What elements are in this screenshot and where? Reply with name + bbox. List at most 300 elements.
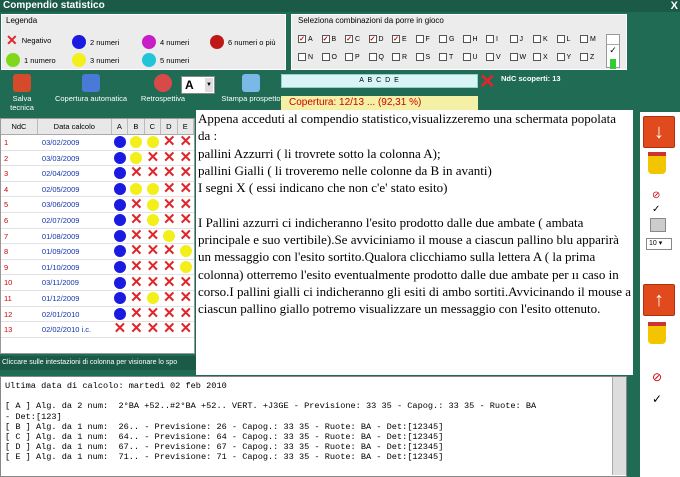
outcome-cell[interactable]: [161, 197, 177, 212]
ndc-cell: 12: [4, 309, 13, 319]
table-row[interactable]: [1, 213, 194, 229]
checkbox-label: X: [543, 53, 548, 61]
combination-checkbox-f[interactable]: [416, 35, 430, 43]
outcome-cell[interactable]: [178, 226, 194, 244]
checkbox-label: F: [425, 35, 430, 43]
combination-checkbox-z[interactable]: [580, 53, 594, 61]
checkbox-label: B: [331, 35, 337, 43]
x-icon[interactable]: ✕: [130, 242, 143, 260]
yellow-dot-icon[interactable]: [180, 261, 192, 273]
col-header-b[interactable]: B: [128, 119, 144, 134]
log-line: [ B ] Alg. da 1 num: 26.. - Previsione: 26 - Capog.: 33 35 - Ruote: BA - Det:[12345]: [5, 421, 444, 432]
x-icon[interactable]: ✕: [130, 320, 143, 338]
window-title: Compendio statistico: [0, 0, 680, 12]
tutorial-annotation: [196, 110, 633, 375]
x-icon[interactable]: ✕: [163, 164, 176, 182]
x-icon[interactable]: ✕: [163, 242, 176, 260]
x-icon[interactable]: ✕: [163, 148, 176, 166]
checkbox-label: U: [472, 53, 478, 61]
ndc-cell: 2: [4, 153, 9, 163]
outcome-cell[interactable]: [178, 260, 194, 275]
combination-checkbox-h[interactable]: [463, 35, 478, 43]
outcome-cell[interactable]: [161, 148, 177, 166]
outcome-cell[interactable]: [178, 148, 194, 166]
combination-checkbox-y[interactable]: [557, 53, 572, 61]
cyan-dot-icon: [142, 53, 156, 67]
checkbox-box[interactable]: ✓: [346, 36, 352, 43]
outcome-cell[interactable]: [112, 166, 128, 181]
outcome-cell[interactable]: [178, 213, 194, 228]
checkbox-label: Y: [566, 53, 572, 61]
outcome-cell[interactable]: [145, 275, 161, 290]
outcome-cell[interactable]: [145, 260, 161, 275]
x-icon[interactable]: ✕: [179, 226, 193, 244]
x-icon[interactable]: ✕: [146, 226, 160, 244]
note-line: I segni X ( essi indicano che non c'e' stato esito): [198, 180, 448, 196]
outcome-cell[interactable]: [161, 229, 177, 244]
cup-icon[interactable]: [648, 322, 666, 344]
outcome-cell[interactable]: [178, 322, 194, 337]
date-cell: 03/02/2009: [41, 138, 80, 147]
table-row[interactable]: [1, 260, 194, 276]
outcome-cell[interactable]: [161, 275, 177, 290]
yellow-dot-icon: [72, 53, 86, 67]
yellow-dot-icon[interactable]: [130, 183, 142, 195]
outcome-cell[interactable]: [112, 213, 128, 228]
checkbox-box[interactable]: [486, 53, 494, 61]
combination-checkbox-s[interactable]: [416, 53, 431, 61]
checkbox-box[interactable]: [369, 53, 377, 61]
results-grid: [0, 118, 195, 354]
col-header-c[interactable]: C: [145, 119, 161, 134]
outcome-cell[interactable]: [178, 291, 194, 306]
note-line: I Pallini azzurri ci indicheranno l'esito prodotto dalle due ambate ( ambata principale e suo vertibile).Se avviciniamo il mouse a ciascun pallino blu apparirà un messaggio con l'esito sortito.Qualora clicchiamo sulla lettera A ( la prima colonna) otterremo l'esito eventualmente prodotto dalle due ambate per ıı caso in corso.I pallini gialli ci indicheranno gli esiti di ambo sortiti.Avvicinando il mouse a ciascun pallino giallo potremo visualizzare un messaggio con l'esito ottenuto.: [198, 214, 632, 317]
outcome-cell[interactable]: [161, 182, 177, 197]
x-icon[interactable]: ✕: [163, 273, 176, 291]
blue-dot-icon[interactable]: [114, 199, 126, 211]
checkbox-label: W: [519, 53, 527, 61]
calculation-log: [0, 376, 627, 477]
outcome-cell[interactable]: [161, 166, 177, 181]
x-icon[interactable]: ✕: [130, 304, 143, 322]
combination-checkbox-p[interactable]: [345, 53, 360, 61]
stampa-prospetto-button[interactable]: Stampa prospetto: [218, 74, 284, 103]
note-line: pallini Azzurri ( li trovrete sotto la colonna A);: [198, 145, 441, 161]
cup-icon[interactable]: [648, 152, 666, 174]
checkbox-box[interactable]: [533, 35, 541, 43]
arrow-up-button[interactable]: ↑: [643, 284, 675, 316]
x-icon[interactable]: ✕: [179, 164, 193, 182]
yellow-dot-icon[interactable]: [147, 136, 159, 148]
x-icon[interactable]: ✕: [146, 164, 160, 182]
checkbox-label: R: [402, 53, 408, 61]
x-icon[interactable]: ✕: [163, 211, 176, 229]
x-icon[interactable]: ✕: [146, 258, 160, 276]
legend-2-numeri: 2 numeri: [72, 35, 119, 49]
outcome-cell[interactable]: [128, 135, 144, 150]
arrow-down-button[interactable]: ↓: [643, 116, 675, 148]
combination-checkbox-u[interactable]: [463, 53, 478, 61]
outcome-cell[interactable]: [112, 291, 128, 306]
checkbox-box[interactable]: ✓: [393, 36, 399, 43]
outcome-cell[interactable]: [161, 304, 177, 322]
yellow-dot-icon[interactable]: [130, 136, 142, 148]
x-icon[interactable]: ✕: [130, 289, 143, 307]
ndc-cell: 6: [4, 215, 9, 225]
outcome-cell[interactable]: [145, 197, 161, 212]
log-line: [ C ] Alg. da 1 num: 64.. - Previsione: 64 - Capog.: 33 35 - Ruote: BA - Det:[12345]: [5, 432, 444, 443]
outcome-cell[interactable]: [112, 197, 128, 212]
date-cell: 02/07/2009: [41, 215, 80, 225]
outcome-cell[interactable]: [145, 182, 161, 197]
x-icon[interactable]: ✕: [179, 273, 193, 291]
right-panel: [640, 112, 680, 477]
outcome-cell[interactable]: [112, 275, 128, 290]
x-icon[interactable]: ✕: [179, 211, 193, 229]
count-select[interactable]: 10 ▾: [646, 238, 672, 250]
salva-tecnica-button[interactable]: Salva tecnica: [0, 74, 44, 112]
date-cell: 02/04/2009: [41, 169, 80, 179]
combination-checkbox-m[interactable]: [580, 35, 596, 43]
blue-dot-icon[interactable]: [114, 152, 126, 164]
col-header-d[interactable]: D: [161, 119, 177, 134]
checkbox-label: P: [355, 53, 360, 61]
combination-checkbox-x[interactable]: [533, 53, 548, 61]
checkbox-box[interactable]: [533, 53, 541, 61]
outcome-cell[interactable]: [145, 148, 161, 166]
outcome-cell[interactable]: [128, 244, 144, 259]
col-header-ndc[interactable]: NdC: [1, 119, 38, 134]
ndc-scoperti-label: NdC scoperti: 13: [501, 74, 561, 83]
outcome-cell[interactable]: [145, 135, 161, 150]
outcome-cell[interactable]: [128, 226, 144, 244]
legend-4-numeri: 4 numeri: [142, 35, 189, 49]
combination-checkbox-k[interactable]: [533, 35, 548, 43]
checkbox-label: H: [472, 35, 478, 43]
x-icon[interactable]: ✕: [179, 180, 193, 198]
combination-toggle-buttons[interactable]: [606, 34, 620, 68]
blue-dot-icon[interactable]: [114, 183, 126, 195]
retrospettiva-button[interactable]: Retrospettiva: [138, 74, 188, 103]
note-line: [198, 196, 631, 213]
yellow-dot-icon[interactable]: [147, 183, 159, 195]
x-icon[interactable]: ✕: [163, 304, 176, 322]
combination-checkbox-c[interactable]: [345, 35, 360, 43]
close-button[interactable]: X: [670, 0, 678, 12]
outcome-cell[interactable]: [145, 291, 161, 306]
legend-negativo: ✕ Negativo: [6, 32, 52, 48]
outcome-cell[interactable]: [178, 197, 194, 212]
x-icon[interactable]: ✕: [130, 211, 143, 229]
ndc-cell: 7: [4, 231, 9, 241]
outcome-cell[interactable]: [145, 244, 161, 259]
ndc-cell: 10: [4, 278, 13, 288]
combination-checkbox-e[interactable]: [392, 35, 407, 43]
table-row[interactable]: [1, 322, 194, 338]
checkbox-label: I: [496, 35, 498, 43]
negative-x-icon: ✕: [479, 71, 496, 93]
no-icon[interactable]: ⊘: [652, 370, 663, 384]
x-icon[interactable]: ✕: [146, 242, 160, 260]
outcome-cell[interactable]: [128, 291, 144, 306]
x-icon[interactable]: ✕: [163, 195, 176, 213]
checkbox-label: N: [308, 53, 314, 61]
yellow-dot-icon[interactable]: [163, 230, 175, 242]
x-icon[interactable]: ✕: [163, 180, 176, 198]
date-cell: 02/02/2010 i.c.: [41, 325, 92, 335]
x-icon[interactable]: ✕: [163, 320, 176, 338]
auto-coverage-icon: [82, 74, 100, 92]
checkbox-box[interactable]: ✓: [322, 36, 329, 43]
outcome-cell[interactable]: [161, 244, 177, 259]
combination-checkbox-v[interactable]: [486, 53, 501, 61]
outcome-cell[interactable]: [112, 307, 128, 322]
legend-6-numeri: 6 numeri o più: [210, 35, 276, 49]
checkbox-box[interactable]: ✓: [299, 36, 305, 43]
log-line: [ E ] Alg. da 1 num: 71.. - Previsione: 71 - Capog.: 33 35 - Ruote: BA - Det:[12345]: [5, 452, 444, 463]
outcome-cell[interactable]: [178, 304, 194, 322]
checkbox-box[interactable]: [510, 53, 518, 61]
checkbox-label: A: [308, 35, 313, 43]
col-header-a[interactable]: A: [112, 119, 128, 134]
x-icon[interactable]: ✕: [146, 148, 160, 166]
x-icon[interactable]: ✕: [130, 164, 143, 182]
outcome-cell[interactable]: [112, 182, 128, 197]
ndc-cell: 8: [4, 247, 9, 257]
x-icon[interactable]: ✕: [146, 273, 160, 291]
combination-checkbox-w[interactable]: [510, 53, 527, 61]
blue-dot-icon[interactable]: [114, 136, 126, 148]
checkbox-label: E: [402, 35, 407, 43]
checkbox-box[interactable]: [580, 35, 588, 43]
checkbox-box[interactable]: [486, 35, 494, 43]
print-icon: [242, 74, 260, 92]
col-header-e[interactable]: E: [178, 119, 194, 134]
outcome-cell[interactable]: [178, 275, 194, 290]
outcome-cell[interactable]: [112, 260, 128, 275]
x-icon[interactable]: ✕: [113, 320, 127, 338]
x-icon[interactable]: ✕: [163, 289, 176, 307]
checkbox-label: S: [425, 53, 431, 61]
date-cell: 01/09/2009: [41, 247, 80, 257]
outcome-cell[interactable]: [161, 322, 177, 337]
date-cell: 01/12/2009: [41, 293, 80, 303]
outcome-cell[interactable]: [178, 182, 194, 197]
x-icon[interactable]: ✕: [146, 320, 160, 338]
yellow-dot-icon[interactable]: [130, 152, 142, 164]
combination-checkbox-j[interactable]: [510, 35, 524, 43]
outcome-cell[interactable]: [112, 322, 128, 337]
checkbox-box[interactable]: [392, 53, 400, 61]
checkbox-box[interactable]: [557, 35, 565, 43]
log-line: [ D ] Alg. da 1 num: 67.. - Previsione: 67 - Capog.: 33 35 - Ruote: BA - Det:[12345]: [5, 442, 444, 453]
outcome-cell[interactable]: [161, 291, 177, 306]
combination-checkbox-q[interactable]: [369, 53, 384, 61]
check-icon[interactable]: ✓: [652, 392, 663, 406]
checkbox-label: Q: [378, 53, 384, 61]
date-cell: 03/03/2009: [41, 153, 80, 163]
save-icon: [13, 74, 31, 92]
outcome-cell[interactable]: [112, 135, 128, 150]
outcome-cell[interactable]: [128, 151, 144, 166]
log-scrollbar[interactable]: [612, 377, 626, 475]
checkbox-label: C: [355, 35, 361, 43]
combination-checkbox-g[interactable]: [439, 35, 454, 43]
no-icon[interactable]: ⊘: [652, 190, 661, 201]
blue-dot-icon[interactable]: [114, 277, 126, 289]
check-icon[interactable]: ✓: [609, 45, 617, 55]
outcome-cell[interactable]: [128, 260, 144, 275]
combination-checkbox-r[interactable]: [392, 53, 407, 61]
combination-checkbox-b[interactable]: [322, 35, 337, 43]
yellow-dot-icon[interactable]: [180, 245, 192, 257]
checkbox-label: L: [566, 35, 571, 43]
combination-checkbox-i[interactable]: [486, 35, 498, 43]
ndc-cell: 13: [4, 325, 13, 335]
checkbox-box[interactable]: [416, 35, 424, 43]
outcome-cell[interactable]: [178, 244, 194, 259]
purple-dot-icon: [142, 35, 156, 49]
ndc-cell: 4: [4, 184, 9, 194]
checkbox-box[interactable]: [298, 53, 306, 61]
outcome-cell[interactable]: [145, 213, 161, 228]
outcome-cell[interactable]: [145, 226, 161, 244]
x-icon[interactable]: ✕: [130, 258, 143, 276]
outcome-cell[interactable]: [145, 322, 161, 337]
outcome-cell[interactable]: [161, 260, 177, 275]
note-line: pallini Gialli ( li troveremo nelle colonne da B in avanti): [198, 162, 492, 178]
combination-checkbox-t[interactable]: [439, 53, 453, 61]
combination-checkbox-n[interactable]: [298, 53, 313, 61]
blue-dot-icon[interactable]: [114, 261, 126, 273]
printer-icon[interactable]: [650, 218, 666, 232]
x-icon[interactable]: ✕: [130, 195, 143, 213]
outcome-cell[interactable]: [112, 151, 128, 166]
outcome-cell[interactable]: [128, 213, 144, 228]
chevron-down-icon[interactable]: ▼: [205, 78, 213, 92]
outcome-cell[interactable]: [128, 275, 144, 290]
legend-5-numeri: 5 numeri: [142, 53, 189, 67]
yellow-dot-icon[interactable]: [147, 214, 159, 226]
checkbox-label: Z: [590, 53, 595, 61]
outcome-cell[interactable]: [128, 322, 144, 337]
check-icon[interactable]: ✓: [652, 204, 661, 215]
blue-dot-icon[interactable]: [114, 292, 126, 304]
checkbox-box[interactable]: ✓: [369, 36, 376, 43]
red-dot-icon: [210, 35, 224, 49]
checkbox-label: M: [590, 35, 596, 43]
outcome-cell[interactable]: [112, 229, 128, 244]
checkbox-box[interactable]: [416, 53, 424, 61]
checkbox-box[interactable]: [439, 53, 447, 61]
x-icon[interactable]: ✕: [179, 133, 193, 151]
ndc-cell: 5: [4, 200, 9, 210]
log-line: [ A ] Alg. da 2 num: 2°BA +52..#2°BA +52.. VERT. +J3GE - Previsione: 33 35 - Capog.: 33 35 - Ruote: BA: [5, 401, 537, 412]
x-icon[interactable]: ✕: [163, 133, 176, 151]
x-icon[interactable]: ✕: [130, 226, 143, 244]
x-icon[interactable]: ✕: [179, 289, 193, 307]
checkbox-box[interactable]: [463, 53, 471, 61]
checkbox-label: G: [449, 35, 455, 43]
coverage-status: Copertura: 12/13 ... (92,31 %): [281, 96, 478, 110]
outcome-cell[interactable]: [161, 213, 177, 228]
checkbox-box[interactable]: [510, 35, 518, 43]
x-icon[interactable]: ✕: [130, 273, 143, 291]
outcome-cell[interactable]: [161, 135, 177, 150]
yellow-dot-icon[interactable]: [147, 292, 159, 304]
combination-checkbox-a[interactable]: [298, 35, 313, 43]
outcome-cell[interactable]: [145, 166, 161, 181]
date-cell: 03/11/2009: [41, 278, 79, 288]
col-header-data[interactable]: Data calcolo: [38, 119, 112, 134]
blue-dot-icon[interactable]: [114, 167, 126, 179]
ndc-cell: 9: [4, 262, 9, 272]
column-select[interactable]: A ▼: [181, 76, 215, 94]
checkbox-box[interactable]: [345, 53, 353, 61]
blue-dot-icon[interactable]: [114, 245, 126, 257]
checkbox-box[interactable]: [322, 53, 330, 61]
note-line: Appena acceduti al compendio statistico,visualizzeremo una schermata popolata da :: [198, 111, 617, 144]
checkbox-box[interactable]: [463, 35, 471, 43]
copertura-automatica-button[interactable]: Copertura automatica: [52, 74, 130, 103]
x-icon[interactable]: ✕: [179, 304, 193, 322]
checkbox-box[interactable]: [557, 53, 565, 61]
outcome-cell[interactable]: [128, 304, 144, 322]
outcome-cell[interactable]: [112, 244, 128, 259]
blue-dot-icon: [72, 35, 86, 49]
legend-1-numero: 1 numero: [6, 53, 56, 67]
outcome-cell[interactable]: [128, 182, 144, 197]
blue-dot-icon[interactable]: [114, 230, 126, 242]
combination-selector: [291, 14, 627, 70]
retro-icon: [154, 74, 172, 92]
active-combinations: A B C D E: [281, 74, 478, 88]
checkbox-label: O: [331, 53, 337, 61]
outcome-cell[interactable]: [178, 135, 194, 150]
legend-3-numeri: 3 numeri: [72, 53, 119, 67]
combination-checkbox-l[interactable]: [557, 35, 571, 43]
checkbox-label: D: [378, 35, 384, 43]
x-icon[interactable]: ✕: [179, 195, 193, 213]
legend-panel: [1, 14, 286, 70]
outcome-cell[interactable]: [128, 197, 144, 212]
checkbox-box[interactable]: [580, 53, 588, 61]
outcome-cell[interactable]: [178, 166, 194, 181]
checkbox-label: V: [496, 53, 501, 61]
x-icon[interactable]: ✕: [179, 320, 193, 338]
outcome-cell[interactable]: [145, 304, 161, 322]
log-line: - Det:[123]: [5, 411, 62, 422]
outcome-cell[interactable]: [128, 166, 144, 181]
yellow-dot-icon[interactable]: [147, 199, 159, 211]
checkbox-label: T: [449, 53, 454, 61]
blue-dot-icon[interactable]: [114, 308, 126, 320]
blue-dot-icon[interactable]: [114, 214, 126, 226]
combination-checkbox-d[interactable]: [369, 35, 384, 43]
x-icon: ✕: [6, 32, 18, 48]
date-cell: 02/01/2010: [41, 309, 80, 319]
combination-title: Seleziona combinazioni da porre in gioco: [298, 16, 444, 25]
ndc-cell: 11: [4, 293, 12, 303]
combination-checkbox-o[interactable]: [322, 53, 337, 61]
x-icon[interactable]: ✕: [179, 148, 193, 166]
x-icon[interactable]: ✕: [163, 258, 176, 276]
date-cell: 02/05/2009: [41, 184, 80, 194]
x-icon[interactable]: ✕: [146, 304, 160, 322]
ndc-cell: 1: [4, 138, 9, 147]
checkbox-label: J: [519, 35, 523, 43]
checkbox-box[interactable]: [439, 35, 447, 43]
